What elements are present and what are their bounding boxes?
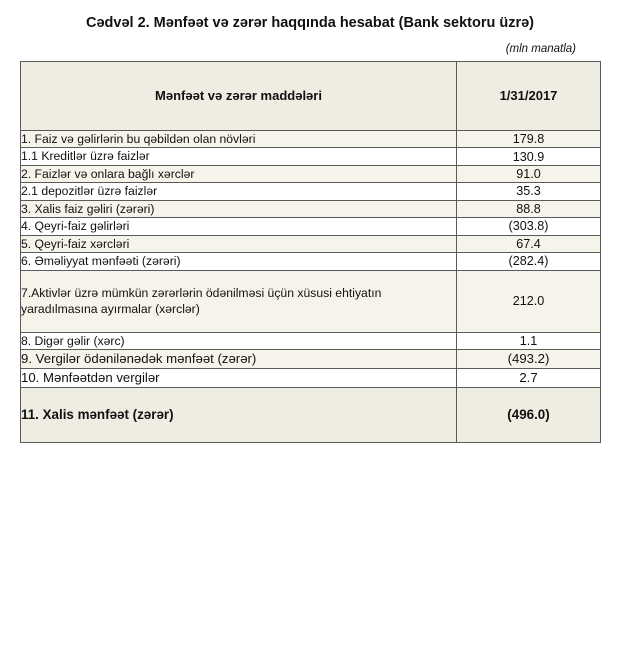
row-value: 2.7	[457, 368, 601, 387]
table-row	[21, 148, 601, 165]
row-label: 11. Xalis mənfəət (zərər)	[21, 387, 457, 442]
row-label: 2. Faizlər və onlara bağlı xərclər	[21, 165, 457, 182]
row-label: 9. Vergilər ödənilənədək mənfəət (zərər)	[21, 350, 457, 369]
table-container	[0, 61, 620, 443]
table-row	[21, 368, 601, 387]
row-label: 4. Qeyri-faiz gəlirləri	[21, 218, 457, 235]
column-header-items: Mənfəət və zərər maddələri	[21, 61, 457, 130]
row-label: 1.1 Kreditlər üzrə faizlər	[21, 148, 457, 165]
page-title: Cədvəl 2. Mənfəət və zərər haqqında hesabat (Bank sektoru üzrə)	[85, 15, 535, 31]
table-row	[21, 235, 601, 252]
table-body	[21, 130, 601, 442]
row-value: 130.9	[457, 148, 601, 165]
row-value: 88.8	[457, 200, 601, 217]
row-label: 1. Faiz və gəlirlərin bu qəbildən olan növləri	[21, 130, 457, 147]
table-row	[21, 200, 601, 217]
row-value: (282.4)	[457, 253, 601, 270]
row-value: 1.1	[457, 332, 601, 349]
row-value: 179.8	[457, 130, 601, 147]
table-row	[21, 270, 601, 332]
row-label: 2.1 depozitlər üzrə faizlər	[21, 183, 457, 200]
row-value: 212.0	[457, 270, 601, 332]
table-row	[21, 165, 601, 182]
row-value: (493.2)	[457, 350, 601, 369]
row-value: 91.0	[457, 165, 601, 182]
row-label: 3. Xalis faiz gəliri (zərəri)	[21, 200, 457, 217]
profit-loss-table	[20, 61, 601, 443]
table-row	[21, 218, 601, 235]
table-row	[21, 350, 601, 369]
column-header-period: 1/31/2017	[457, 61, 601, 130]
units-note: (mln manatla)	[505, 42, 576, 55]
row-value: (496.0)	[457, 387, 601, 442]
row-value: 35.3	[457, 183, 601, 200]
row-label: 5. Qeyri-faiz xərcləri	[21, 235, 457, 252]
row-label: 7.Aktivlər üzrə mümkün zərərlərin ödənilməsi üçün xüsusi ehtiyatın yaradılmasına ayırmalar (xərclər)	[21, 270, 457, 332]
row-value: 67.4	[457, 235, 601, 252]
row-label: 8. Digər gəlir (xərc)	[21, 332, 457, 349]
table-row	[21, 130, 601, 147]
table-header-row	[21, 61, 601, 130]
row-label: 6. Əməliyyat mənfəəti (zərəri)	[21, 253, 457, 270]
row-label: 10. Mənfəətdən vergilər	[21, 368, 457, 387]
table-header	[21, 61, 601, 130]
table-row	[21, 332, 601, 349]
table-row	[21, 253, 601, 270]
table-row-total	[21, 387, 601, 442]
row-value: (303.8)	[457, 218, 601, 235]
table-row	[21, 183, 601, 200]
